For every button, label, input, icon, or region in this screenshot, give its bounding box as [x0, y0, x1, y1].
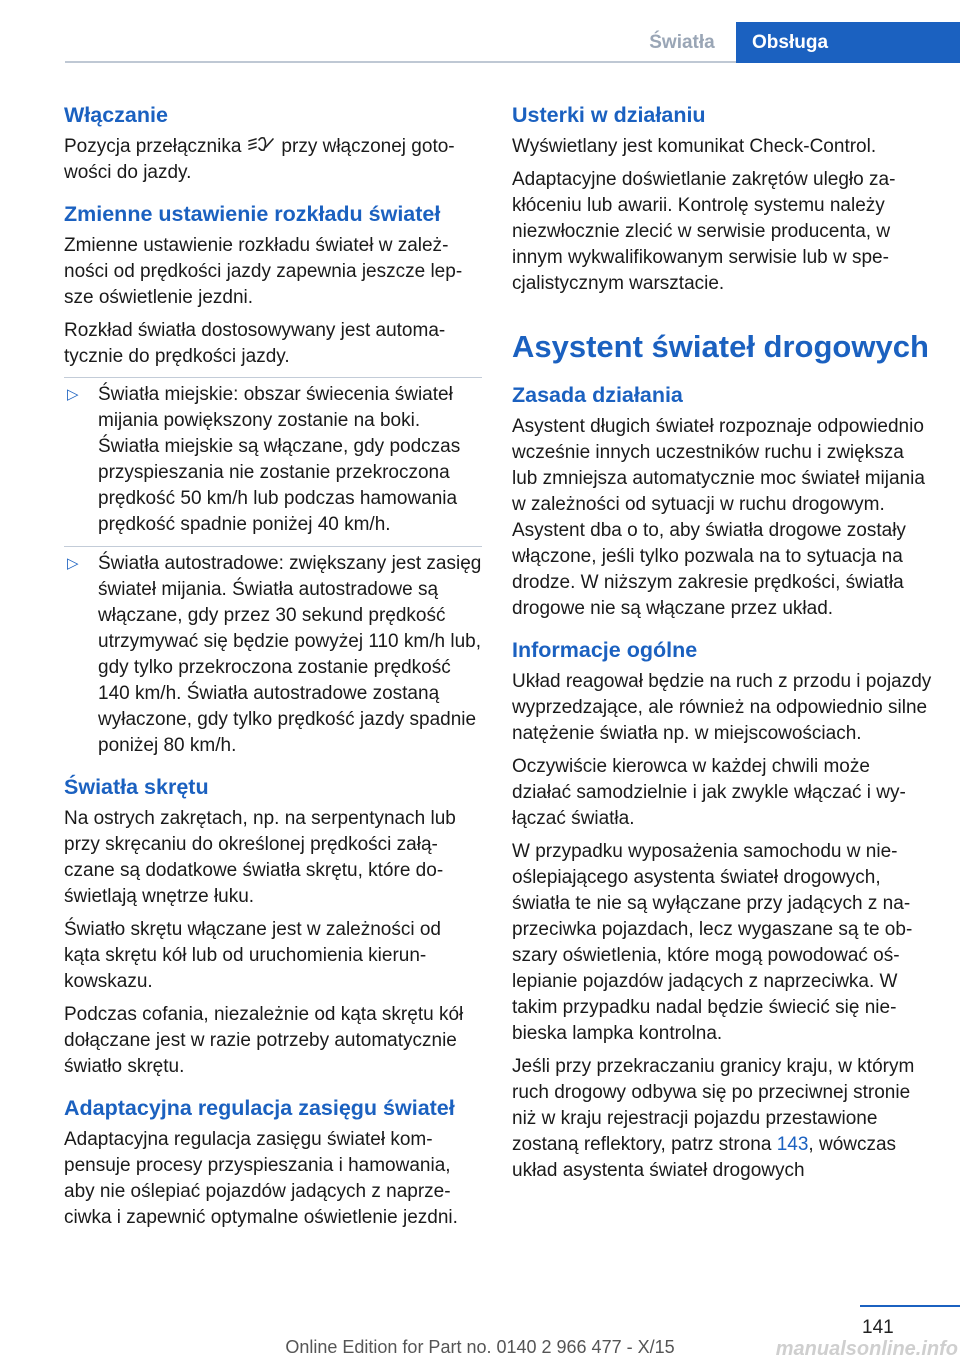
headlight-switch-icon: [247, 135, 275, 155]
text-span: Jeśli przy przekraczaniu granicy kraju, w którym ruch drogowy odbywa się po przeciwnej stronie niż w kraju rejestracji pojazdu przestawione zostaną reflektory, patrz strona: [512, 1056, 915, 1155]
paragraph: Podczas cofania, niezależnie od kąta skrętu kół dołączane jest w razie potrzeby automatycznie światło skrętu.: [64, 1004, 464, 1077]
heading-informacje: Informacje ogólne: [512, 638, 698, 662]
paragraph: Na ostrych zakrętach, np. na serpentynach lub przy skręcaniu do określonej prędkości załączane są dodatkowe światła skrętu, które doświetlają wnętrze łuku.: [64, 808, 456, 907]
paragraph: [64, 134, 482, 186]
footer-rule: [860, 1305, 960, 1307]
paragraph: Światło skrętu włączane jest w zależności od kąta skrętu kół lub od uruchomienia kierunkowskazu.: [64, 919, 442, 992]
right-column: [512, 100, 932, 1191]
bullet-list: [64, 377, 482, 759]
paragraph: Adaptacyjna regulacja zasięgu świateł kompensuje procesy przyspieszania i hamowania, aby nie oślepiać pojazdów jadących z naprzeciwka i zapewnić optymalne oświetlenie jezdni.: [64, 1129, 458, 1228]
paragraph: Rozkład światła dostosowywany jest automatycznie do prędkości jazdy.: [64, 320, 446, 367]
text-span: , wówczas układ asystenta świateł drogowych: [512, 1134, 897, 1181]
page-link[interactable]: 143: [776, 1134, 809, 1155]
watermark: manualsonline.info: [775, 1338, 958, 1360]
paragraph: Asystent długich świateł rozpoznaje odpowiednio wcześnie innych uczestników ruchu i zwiększa lub zmniejsza automatycznie moc świateł mijania w zależności od sytuacji w ruchu drogowym. Asystent dba o to, aby światła drogowe zostały włączone, jeśli tylko pozwala na to sytuacja na drodze. W niższym zakresie prędkości, światła drogowe nie są włączane przez układ.: [512, 416, 925, 619]
paragraph: Adaptacyjne doświetlanie zakrętów uległo zakłóceniu lub awarii. Kontrolę systemu należy niezwłocznie zlecić w serwisie producenta, w innym wykwalifikowanym serwisie lub w specjalistycznym warsztacie.: [512, 169, 896, 294]
paragraph: W przypadku wyposażenia samochodu w nieoślepiającego asystenta świateł drogowych, światła te nie są wyłączane przy jadących z naprzeciwka pojazdach, lecz wygaszane są te obszary oświetlenia, które mogą powodować oślepianie pojazdów jadących z naprzeciwka. W takim przypadku nadal będzie świecić się niebieska lampka kontrolna.: [512, 841, 913, 1044]
paragraph: Układ reagował będzie na ruch z przodu i pojazdy wyprzedzające, ale również na odpowiednio silne natężenie światła np. w miejscowościach.: [512, 671, 932, 744]
paragraph: Zmienne ustawienie rozkładu świateł w zależności od prędkości jazdy zapewnia jeszcze lepsze oświetlenie jezdni.: [64, 235, 463, 308]
section-tab: Światła: [649, 32, 715, 53]
heading-usterki: Usterki w działaniu: [512, 103, 706, 127]
left-column: [64, 100, 482, 1238]
paragraph: Oczywiście kierowca w każdej chwili może działać samodzielnie i jak zwykle włączać i wyłączać światła.: [512, 756, 906, 829]
list-item: ▷ Światła autostradowe: zwiększany jest zasięg świateł mijania. Światła autostradowe są włączane, gdy przez 30 sekund prędkość utrzymywać się będzie powyżej 110 km/h lub, gdy tylko przekroczona zostanie prędkość 140 km/h. Światła autostradowe zostaną wyłaczone, gdy tylko prędkość jazdy spadnie poniżej 80 km/h.: [64, 546, 482, 759]
text-span: przy włączonej gotowości do jazdy.: [64, 136, 455, 183]
heading-swiatla-skretu: Światła skrętu: [64, 775, 209, 799]
heading-asystent: Asystent świateł drogowych: [512, 329, 929, 364]
heading-zasada: Zasada działania: [512, 383, 683, 407]
paragraph: [512, 1054, 932, 1184]
text-span: Pozycja przełącznika: [64, 136, 242, 157]
paragraph: Wyświetlany jest komunikat Check-Control.: [512, 136, 877, 157]
heading-wlaczanie: Włączanie: [64, 103, 168, 127]
list-item: ▷ Światła miejskie: obszar świecenia świateł mijania powiększony zostanie na boki. Światła miejskie są włączane, gdy podczas przyspieszania nie zostanie przekroczona prędkość 50 km/h lub podczas hamowania prędkość spadnie poniżej 40 km/h.: [64, 377, 482, 538]
heading-rozklad: Zmienne ustawienie rozkładu świateł: [64, 202, 441, 226]
chapter-tab: Obsługa: [736, 22, 960, 63]
heading-adaptacyjna: Adaptacyjna regulacja zasięgu świateł: [64, 1096, 455, 1120]
edition-footer: Online Edition for Part no. 0140 2 966 477 - X/15: [285, 1337, 675, 1357]
page-number: 141: [862, 1317, 894, 1338]
